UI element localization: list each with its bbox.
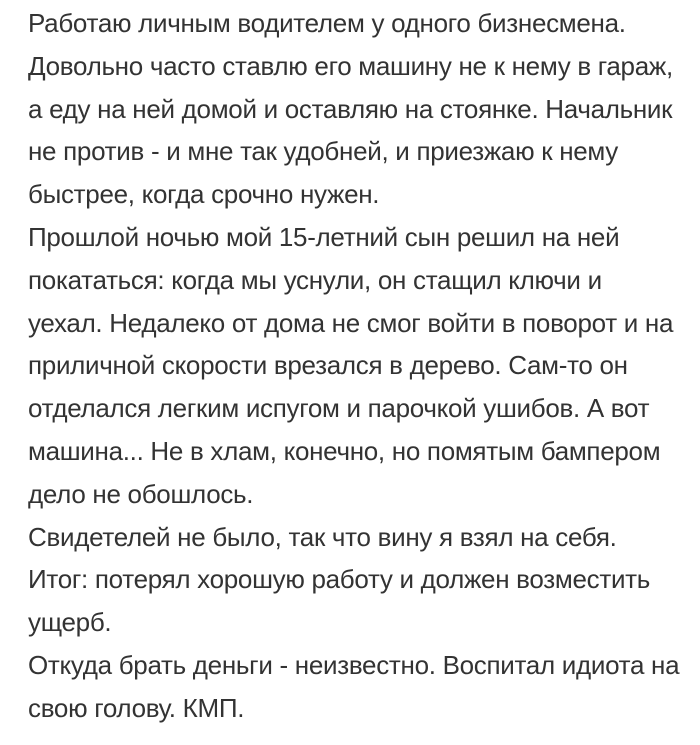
text-line: не против - и мне так удобней, и приезжаю к нему: [28, 136, 618, 167]
text-line: Итог: потерял хорошую работу и должен возместить: [28, 564, 651, 595]
text-line: приличной скорости врезался в дерево. Сам-то он: [28, 350, 628, 381]
text-line: отделался легким испугом и парочкой ушибов. А вот: [28, 393, 650, 424]
text-line: Свидетелей не было, так что вину я взял на себя.: [28, 521, 617, 552]
text-line: уехал. Недалеко от дома не смог войти в поворот и на: [28, 307, 674, 338]
text-line: Откуда брать деньги - неизвестно. Воспитал идиота на: [28, 649, 680, 680]
text-line: Прошлой ночью мой 15-летний сын решил на ней: [28, 221, 620, 252]
text-line: Работаю личным водителем у одного бизнесмена.: [28, 8, 626, 38]
text-line: машина... Не в хлам, конечно, но помятым бампером: [28, 435, 661, 466]
text-line: свою голову. КМП.: [28, 692, 245, 723]
text-line: быстрее, когда срочно нужен.: [28, 179, 380, 210]
text-line: покататься: когда мы уснули, он стащил ключи и: [28, 264, 602, 295]
text-line: ущерб.: [28, 607, 112, 638]
text-line: Довольно часто ставлю его машину не к нему в гараж,: [28, 50, 673, 81]
text-line: а еду на ней домой и оставляю на стоянке. Начальник: [28, 93, 673, 124]
text-line: дело не обошлось.: [28, 478, 254, 509]
